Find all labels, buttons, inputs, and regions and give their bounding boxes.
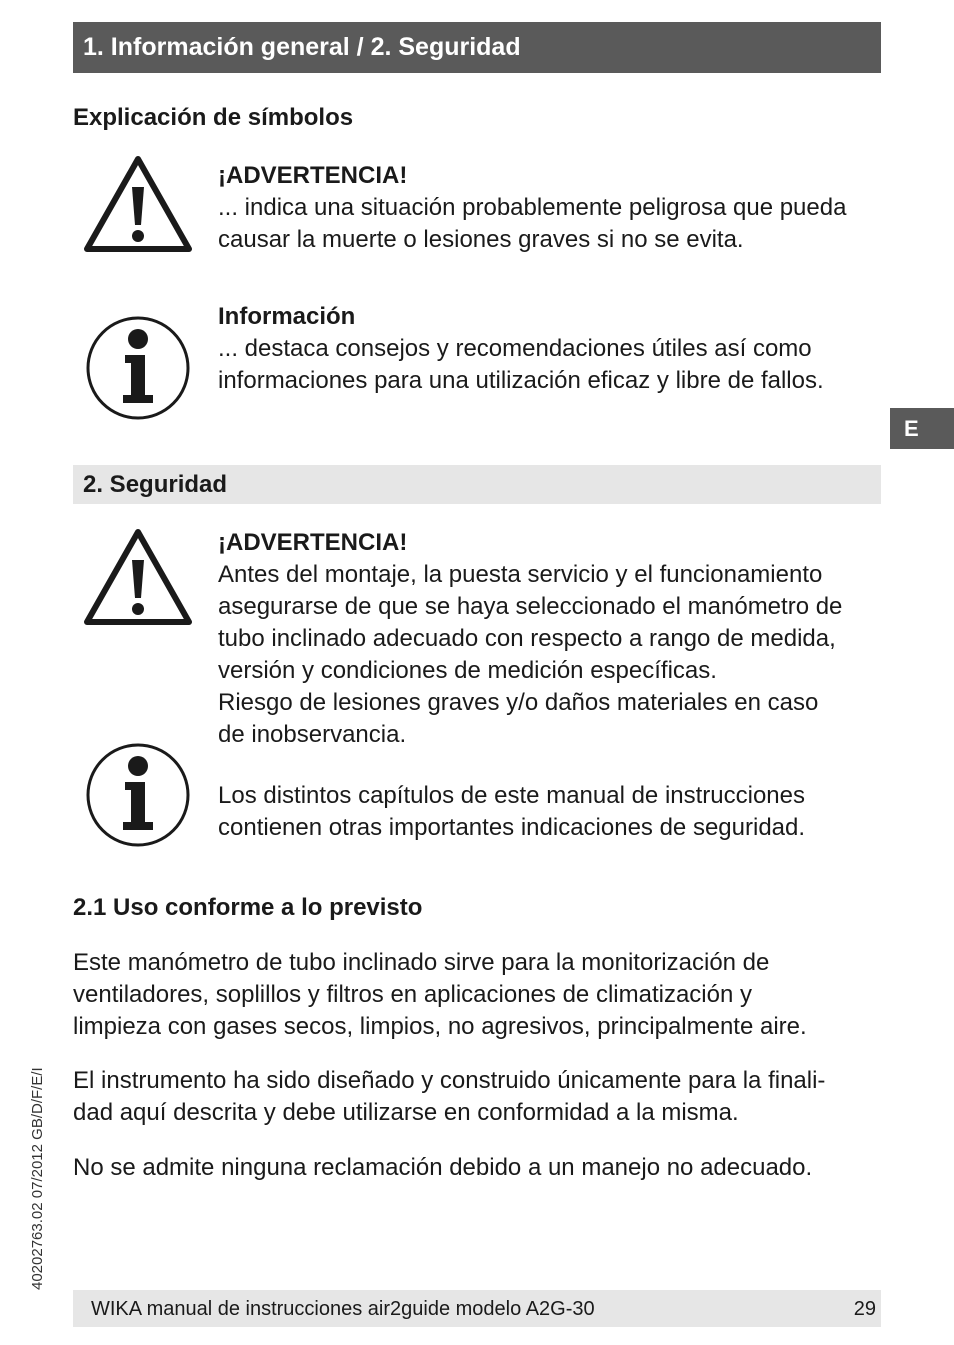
safety-warning-line: tubo inclinado adecuado con respecto a rango de medida,: [218, 625, 836, 652]
paragraph-line: limpieza con gases secos, limpios, no agresivos, principalmente aire.: [73, 1013, 807, 1040]
language-tab: [890, 408, 954, 449]
page-number: 29: [853, 1298, 876, 1320]
footer-title: WIKA manual de instrucciones air2guide modelo A2G-30: [91, 1298, 595, 1320]
safety-warning-line: de inobservancia.: [218, 721, 407, 748]
safety-info-line: Los distintos capítulos de este manual de instrucciones: [218, 782, 806, 809]
safety-info-line: contienen otras importantes indicaciones de seguridad.: [218, 814, 806, 841]
symbols-heading: Explicación de símbolos: [73, 104, 354, 131]
warning-triangle-icon: [82, 153, 194, 255]
document-code: 40202763.02 07/2012 GB/D/F/E/I: [29, 1067, 46, 1290]
symbols-info-title: Información: [218, 303, 356, 330]
language-tab-label: E: [904, 416, 919, 441]
page-footer: [73, 1290, 881, 1327]
safety-warning-line: asegurarse de que se haya seleccionado el manómetro de: [218, 593, 843, 620]
symbols-warning-line: causar la muerte o lesiones graves si no se evita.: [218, 226, 744, 253]
info-circle-icon: [83, 740, 193, 850]
paragraph-line: El instrumento ha sido diseñado y construido únicamente para la finali-: [73, 1067, 826, 1094]
symbols-warning-line: ... indica una situación probablemente peligrosa que pueda: [218, 194, 847, 221]
page-header: [73, 22, 881, 73]
symbols-info-line: informaciones para una utilización eficaz y libre de fallos.: [218, 367, 824, 394]
safety-warning-title: ¡ADVERTENCIA!: [218, 529, 408, 556]
section-header: [73, 465, 881, 504]
page-title: 1. Información general / 2. Seguridad: [83, 33, 521, 61]
warning-triangle-icon: [82, 526, 194, 628]
info-circle-icon: [83, 313, 193, 423]
paragraph-line: No se admite ninguna reclamación debido a un manejo no adecuado.: [73, 1154, 813, 1181]
intended-use-heading: 2.1 Uso conforme a lo previsto: [73, 894, 423, 921]
paragraph-line: ventiladores, soplillos y filtros en aplicaciones de climatización y: [73, 981, 752, 1008]
safety-warning-line: versión y condiciones de medición específicas.: [218, 657, 717, 684]
symbols-warning-title: ¡ADVERTENCIA!: [218, 162, 408, 189]
symbols-info-line: ... destaca consejos y recomendaciones útiles así como: [218, 335, 812, 362]
paragraph-line: Este manómetro de tubo inclinado sirve para la monitorización de: [73, 949, 770, 976]
safety-warning-line: Antes del montaje, la puesta servicio y el funcionamiento: [218, 561, 823, 588]
paragraph-line: dad aquí descrita y debe utilizarse en conformidad a la misma.: [73, 1099, 739, 1126]
section-title: 2. Seguridad: [83, 471, 228, 498]
safety-warning-line: Riesgo de lesiones graves y/o daños materiales en caso: [218, 689, 819, 716]
